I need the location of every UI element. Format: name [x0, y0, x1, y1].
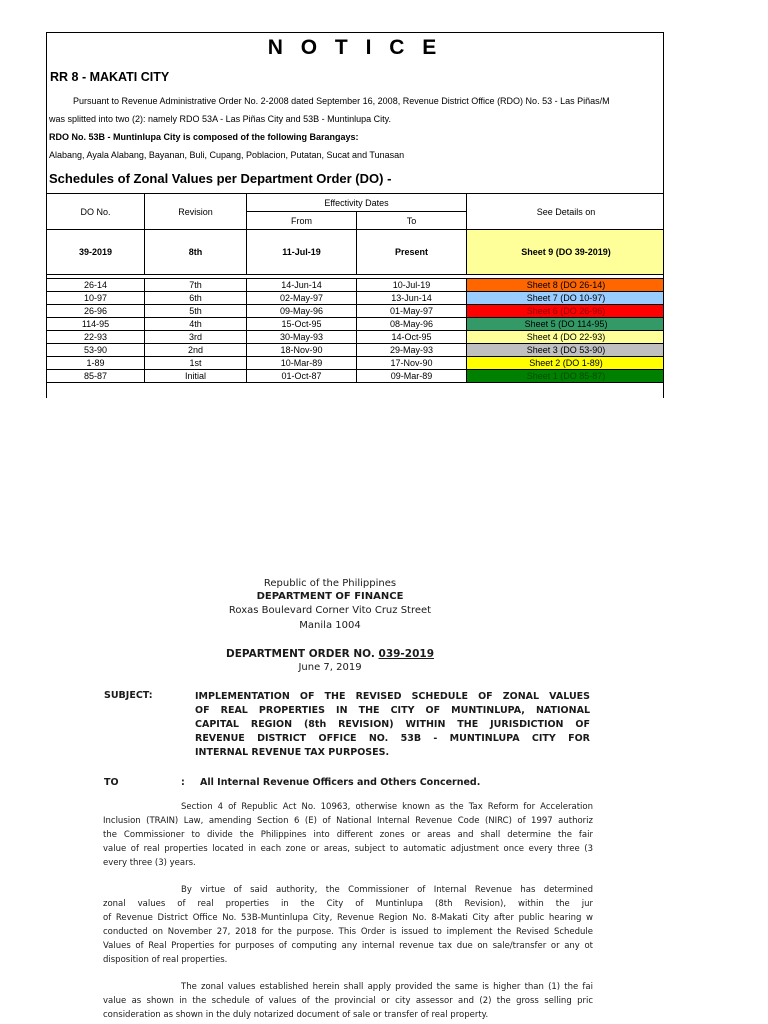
from-date-cell: 18-Nov-90	[247, 344, 357, 357]
header-effectivity-dates: Effectivity Dates	[247, 194, 467, 212]
see-details-link[interactable]: Sheet 5 (DO 114-95)	[467, 318, 664, 331]
revenue-region-title: RR 8 - MAKATI CITY	[50, 70, 170, 84]
to-date-cell: 09-Mar-89	[357, 370, 467, 383]
revision-cell: 6th	[145, 292, 247, 305]
from-date-cell: 02-May-97	[247, 292, 357, 305]
paragraph-line: the Commissioner to divide the Philippines into different zones or areas and shall determine the fair	[103, 830, 593, 840]
paragraph-line: disposition of real properties.	[103, 955, 228, 965]
to-date-cell: 10-Jul-19	[357, 279, 467, 292]
from-date-cell: 11-Jul-19	[247, 230, 357, 275]
paragraph-line: value of real properties located in each zone or areas, subject to automatic adjustment once every three (3	[103, 844, 593, 854]
subject-line: OF REAL PROPERTIES IN THE CITY OF MUNTINLUPA, NATIONAL	[195, 705, 590, 716]
table-row	[47, 370, 665, 383]
from-date-cell: 01-Oct-87	[247, 370, 357, 383]
subject-line: REVENUE DISTRICT OFFICE NO. 53B - MUNTINLUPA CITY FOR	[195, 733, 590, 744]
notice-title: N O T I C E	[267, 36, 443, 59]
table-row	[47, 230, 665, 275]
to-recipients: All Internal Revenue Officers and Others Concerned.	[200, 777, 481, 788]
department-city: Manila 1004	[299, 620, 361, 631]
do-number-cell: 1-89	[47, 357, 145, 370]
order-number: 039-2019	[378, 648, 435, 660]
to-date-cell: 08-May-96	[357, 318, 467, 331]
to-label: TO	[104, 777, 119, 788]
paragraph-line: By virtue of said authority, the Commissioner of Internal Revenue has determined	[181, 885, 593, 895]
paragraph-line: consideration as shown in the duly notarized document of sale or transfer of real property.	[103, 1010, 489, 1020]
table-row	[47, 344, 665, 357]
schedules-title: Schedules of Zonal Values per Department Order (DO) -	[49, 171, 392, 186]
do-number-cell: 26-96	[47, 305, 145, 318]
do-number-cell: 114-95	[47, 318, 145, 331]
to-date-cell: 01-May-97	[357, 305, 467, 318]
header-revision: Revision	[145, 194, 247, 230]
order-number-line	[190, 648, 470, 660]
from-date-cell: 14-Jun-14	[247, 279, 357, 292]
do-number-cell: 10-97	[47, 292, 145, 305]
to-date-cell: 17-Nov-90	[357, 357, 467, 370]
paragraph-line: of Revenue District Office No. 53B-Muntinlupa City, Revenue Region No. 8-Makati City after public hearing w	[103, 913, 593, 923]
paragraph-3	[103, 980, 593, 1022]
rdo-composition-heading: RDO No. 53B - Muntinlupa City is composed of the following Barangays:	[49, 132, 359, 142]
from-date-cell: 30-May-93	[247, 331, 357, 344]
from-date-cell: 10-Mar-89	[247, 357, 357, 370]
table-row	[47, 305, 665, 318]
header-from: From	[247, 212, 357, 230]
revision-cell: 4th	[145, 318, 247, 331]
paragraph-line: every three (3) years.	[103, 858, 196, 868]
department-address: Roxas Boulevard Corner Vito Cruz Street	[228, 605, 432, 616]
see-details-link[interactable]: Sheet 4 (DO 22-93)	[467, 331, 664, 344]
paragraph-line: value as shown in the schedule of values of the provincial or city assessor and (2) the gross selling pric	[103, 996, 593, 1006]
see-details-link[interactable]: Sheet 6 (DO 26-96)	[467, 305, 664, 318]
republic-line: Republic of the Philippines	[263, 578, 397, 589]
do-number-cell: 53-90	[47, 344, 145, 357]
revision-cell: 7th	[145, 279, 247, 292]
order-number-prefix: DEPARTMENT ORDER NO.	[225, 648, 379, 660]
to-date-cell: Present	[357, 230, 467, 275]
do-number-cell: 22-93	[47, 331, 145, 344]
paragraph-line: Inclusion (TRAIN) Law, amending Section 6 (E) of National Internal Revenue Code (NIRC) of 1997 authoriz	[103, 816, 593, 826]
see-details-link[interactable]: Sheet 7 (DO 10-97)	[467, 292, 664, 305]
revision-cell: 5th	[145, 305, 247, 318]
order-date: June 7, 2019	[298, 662, 362, 673]
header-see-details: See Details on	[467, 194, 664, 230]
table-row	[47, 331, 665, 344]
see-details-link[interactable]: Sheet 3 (DO 53-90)	[467, 344, 664, 357]
barangay-list: Alabang, Ayala Alabang, Bayanan, Buli, Cupang, Poblacion, Putatan, Sucat and Tunasan	[49, 150, 405, 160]
do-number-cell: 85-87	[47, 370, 145, 383]
paragraph-line: The zonal values established herein shall apply provided the same is higher than (1) the fai	[181, 982, 593, 992]
to-date-cell: 13-Jun-14	[357, 292, 467, 305]
subject-label: SUBJECT:	[104, 690, 153, 701]
notice-paragraph-2: was splitted into two (2): namely RDO 53A - Las Piñas City and 53B - Muntinlupa City.	[49, 114, 391, 124]
table-row	[47, 357, 665, 370]
table-row	[47, 292, 665, 305]
revision-cell: 8th	[145, 230, 247, 275]
to-colon: :	[181, 777, 185, 788]
subject-text	[195, 690, 590, 760]
department-name: DEPARTMENT OF FINANCE	[256, 591, 404, 602]
header-to: To	[357, 212, 467, 230]
subject-line: IMPLEMENTATION OF THE REVISED SCHEDULE OF ZONAL VALUES	[195, 691, 590, 702]
see-details-link[interactable]: Sheet 1 (DO 85-87)	[467, 370, 664, 383]
see-details-link[interactable]: Sheet 9 (DO 39-2019)	[467, 230, 664, 275]
paragraph-1	[103, 800, 593, 870]
paragraph-line: zonal values of real properties in the City of Muntinlupa (8th Revision), within the jur	[103, 899, 593, 909]
department-order-table	[46, 193, 664, 383]
do-number-cell: 39-2019	[47, 230, 145, 275]
subject-line: CAPITAL REGION (8th REVISION) WITHIN THE JURISDICTION OF	[195, 719, 590, 730]
see-details-link[interactable]: Sheet 8 (DO 26-14)	[467, 279, 664, 292]
department-order-document	[0, 560, 768, 1024]
to-date-cell: 29-May-93	[357, 344, 467, 357]
to-date-cell: 14-Oct-95	[357, 331, 467, 344]
table-row	[47, 318, 665, 331]
table-row	[47, 279, 665, 292]
from-date-cell: 09-May-96	[247, 305, 357, 318]
paragraph-line: Values of Real Properties for purposes of computing any internal revenue tax due on sale/transfer or any ot	[103, 941, 593, 951]
header-do-no: DO No.	[47, 194, 145, 230]
subject-line: INTERNAL REVENUE TAX PURPOSES.	[195, 747, 390, 758]
notice-paragraph-1: Pursuant to Revenue Administrative Order No. 2-2008 dated September 16, 2008, Revenue District Office (RDO) No. 53 - Las Piñas/M	[73, 96, 610, 106]
paragraph-line: conducted on November 27, 2018 for the purpose. This Order is issued to implement the Revised Schedule	[103, 927, 593, 937]
see-details-link[interactable]: Sheet 2 (DO 1-89)	[467, 357, 664, 370]
paragraph-line: Section 4 of Republic Act No. 10963, otherwise known as the Tax Reform for Acceleration	[181, 802, 593, 812]
from-date-cell: 15-Oct-95	[247, 318, 357, 331]
do-number-cell: 26-14	[47, 279, 145, 292]
notice-sheet	[46, 32, 664, 398]
revision-cell: Initial	[145, 370, 247, 383]
revision-cell: 1st	[145, 357, 247, 370]
revision-cell: 2nd	[145, 344, 247, 357]
paragraph-2	[103, 883, 593, 967]
revision-cell: 3rd	[145, 331, 247, 344]
